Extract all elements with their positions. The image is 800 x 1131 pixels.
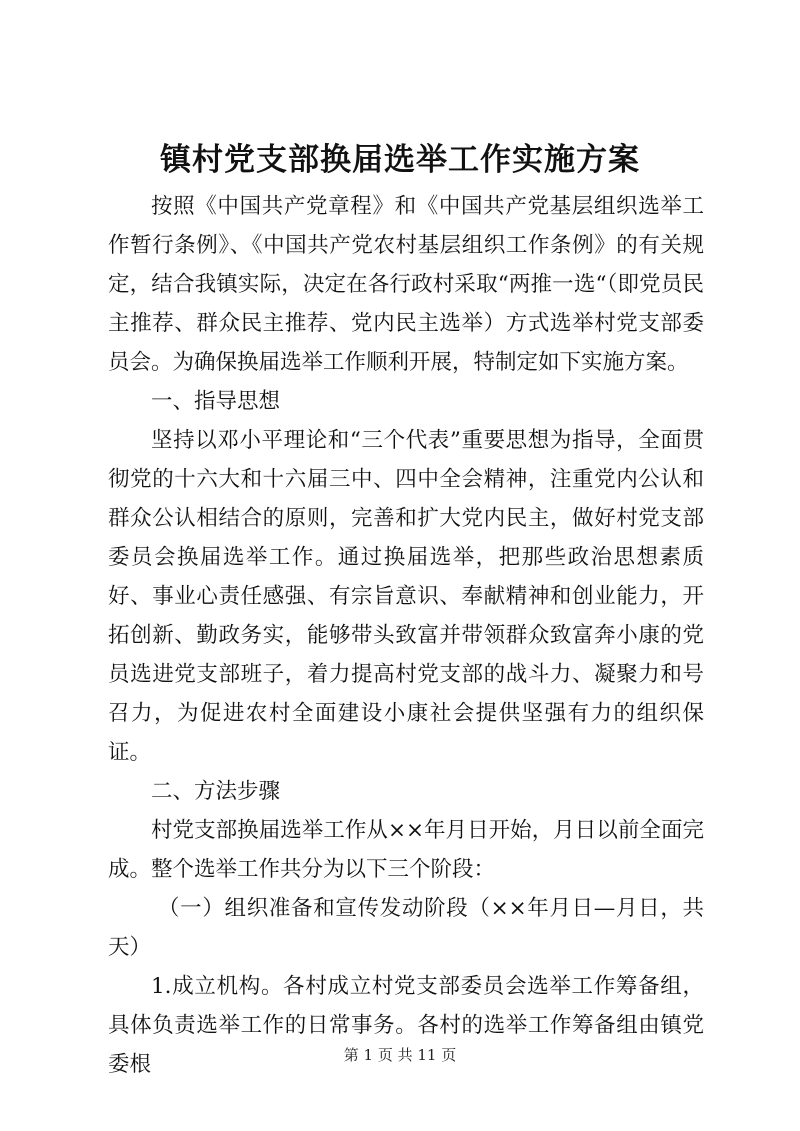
page-title: 镇村党支部换届选举工作实施方案 <box>160 142 640 178</box>
section-heading-guiding-ideology: 一、指导思想 <box>151 389 281 414</box>
intro-paragraph: 按照《中国共产党章程》和《中国共产党基层组织选举工作暂行条例》、《中国共产党农村基层组织工作条例》的有关规定，结合我镇实际，决定在各行政村采取“两推一选“（即党员民主推荐、群众民主推荐、党内民主选举）方式选举村党支部委员会。为确保换届选举工作顺利开展，特制定如下实施方案。 <box>108 194 704 375</box>
item-establish-organization: 1.成立机构。各村成立村党支部委员会选举工作筹备组，具体负责选举工作的日常事务。各村的选举工作筹备组由镇党委根 <box>108 974 704 1077</box>
section-heading-methods-steps: 二、方法步骤 <box>151 779 281 804</box>
methods-steps-paragraph: 村党支部换届选举工作从××年月日开始，月日以前全面完成。整个选举工作共分为以下三个阶段： <box>108 818 704 882</box>
page-number-footer: 第 1 页 共 11 页 <box>343 1046 457 1064</box>
guiding-ideology-paragraph: 坚持以邓小平理论和“三个代表”重要思想为指导，全面贯彻党的十六大和十六届三中、四中全会精神，注重党内公认和群众公认相结合的原则，完善和扩大党内民主，做好村党支部委员会换届选举工作。通过换届选举，把那些政治思想素质好、事业心责任感强、有宗旨意识、奉献精神和创业能力，开拓创新、勤政务实，能够带头致富并带领群众致富奔小康的党员选进党支部班子，着力提高村党支部的战斗力、凝聚力和号召力，为促进农村全面建设小康社会提供坚强有力的组织保证。 <box>108 428 704 765</box>
document-body <box>108 187 704 1084</box>
subsection-heading-stage-one: （一）组织准备和宣传发动阶段（××年月日—月日，共天） <box>108 896 704 960</box>
